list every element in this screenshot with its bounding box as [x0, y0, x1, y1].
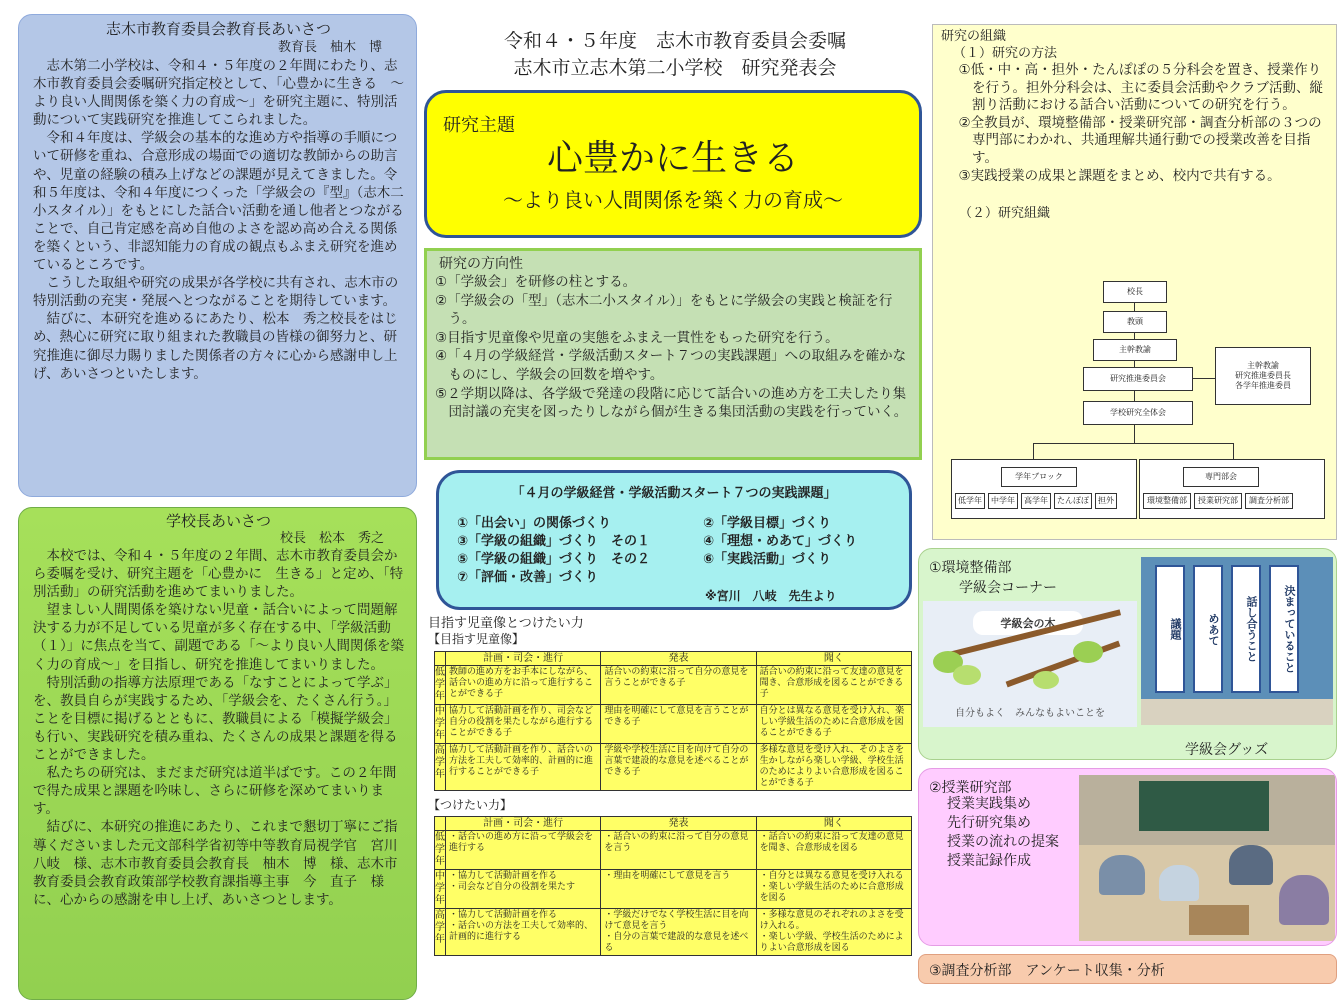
grade-cell: 高学年: [435, 909, 446, 956]
superintendent-greeting-body: [33, 57, 404, 383]
table-corner-cell: [435, 817, 446, 831]
seven-tasks-right-column: [703, 515, 857, 569]
table-cell: 話合いの約束に沿って自分の意見を言うことができる子: [601, 666, 756, 705]
org-block-item: 低学年: [955, 493, 985, 509]
superintendent-greeting-title: 志木市教育委員会教育長あいさつ: [105, 20, 331, 38]
table-cell: 教師の進め方をお手本にしながら、話合いの進め方に沿って進行することができる子: [446, 666, 601, 705]
seven-task-item: ④「理想・めあて」づくり: [703, 534, 858, 549]
seven-tasks-box: [436, 470, 912, 610]
table-cell: ・話合いの進め方に沿って学級会を進行する: [446, 831, 601, 870]
seven-task-item: ⑤「学級の組織」づくり その２: [457, 552, 651, 567]
student-shape: [1159, 865, 1199, 901]
target-table1-wrap: [434, 651, 912, 791]
student-shape: [1279, 875, 1329, 925]
lesson-title: ②授業研究部: [929, 780, 1012, 796]
grade-cell: 中学年: [435, 870, 446, 909]
table-cell: 協力して活動計画を作り、司会など自分の役割を果たしながら進行することができる子: [446, 705, 601, 744]
class-meeting-goods-photo: [1141, 557, 1333, 725]
table-cell: 話合いの約束に沿って友達の意見を聞き、合意形成を図ることができる子: [756, 666, 911, 705]
table-row: [435, 909, 912, 956]
student-shape: [1229, 845, 1273, 885]
org-line-right: [1233, 443, 1234, 459]
theme-main: 心豊かに生きる: [546, 138, 799, 179]
table-header-cell: 聞く: [756, 652, 911, 666]
greeting-paragraph: こうした取組や研究の成果が各学校に共有され、志木市の特別活動の充実・発展へとつながることを期待しています。: [33, 275, 399, 310]
direction-item: ⑤２学期以降は、各学級で発達の段階に応じて話合いの進め方を工夫したり集団討議の充実を図ったりしながら個が生きる集団活動の実践を行っていく。: [435, 385, 908, 421]
superintendent-signer: 教育長 柚木 博: [277, 40, 382, 55]
table-cell: 学級や学校生活に目を向けて自分の言葉で建設的な意見を述べることができる子: [601, 744, 756, 791]
table-row: [435, 705, 912, 744]
header-line2: 志木市立志木第二小学校 研究発表会: [513, 57, 837, 79]
table-cell: 自分とは異なる意見を受け入れ、楽しい学級生活のために合意形成を図ることができる子: [756, 705, 911, 744]
seven-tasks-credit: ※宮川 八岐 先生より: [705, 589, 837, 603]
table-cell: 協力して活動計画を作り、話合いの方法を工夫して効率的、計画的に進行することができる子: [446, 744, 601, 791]
table-row: [435, 870, 912, 909]
org-line-left: [1033, 443, 1034, 459]
table-header-cell: 計画・司会・進行: [446, 817, 601, 831]
greeting-paragraph: 本校では、令和４・５年度の２年間、志木市教育委員会から委嘱を受け、研究主題を「心豊かに 生きる」と定め、「特別活動」の研究活動を進めてまいりました。: [33, 548, 404, 601]
research-direction-box: [424, 248, 922, 460]
org-node-all: 学校研究全体会: [1083, 401, 1193, 425]
env-title: ①環境整備部: [929, 560, 1012, 576]
target-child-image-table: [434, 651, 912, 791]
org-node-vice: 教頭: [1103, 311, 1167, 333]
lesson-item: 先行研究集め: [947, 815, 1031, 831]
table-header-cell: 聞く: [756, 817, 911, 831]
seven-task-item: ②「学級目標」づくり: [703, 516, 832, 531]
principal-greeting-title: 学校長あいさつ: [165, 512, 271, 530]
table-header-row: [435, 652, 912, 666]
poster-strip: 話し合うこと: [1231, 565, 1261, 693]
table-corner-cell: [435, 652, 446, 666]
theme-subtitle: ～より良い人間関係を築く力の育成～: [503, 188, 843, 212]
table-cell: ・学級だけでなく学校生活に目を向けて意見を言う ・自分の言葉で建設的な意見を述べる: [601, 909, 756, 956]
branch-shape: [1006, 641, 1121, 688]
lesson-item: 授業実践集め: [947, 796, 1031, 812]
target-section: [428, 616, 912, 1008]
org-node-block: 学年ブロック: [1001, 467, 1077, 487]
table-cell: 理由を明確にして意見を言うことができる子: [601, 705, 756, 744]
direction-list: [435, 273, 911, 422]
direction-title: 研究の方向性: [439, 256, 523, 272]
header-line1: 令和４・５年度 志木市教育委員会委嘱: [503, 30, 846, 52]
board-bottom-text: 自分もよく みんなもよいことを: [955, 708, 1105, 719]
poster-strip: 議題: [1155, 565, 1185, 693]
seven-task-item: ⑦「評価・改善」づくり: [457, 570, 599, 585]
grade-cell: 高学年: [435, 744, 446, 791]
org-node-committee: 研究推進委員会: [1083, 367, 1193, 391]
table-cell: ・協力して活動計画を作る ・司会など自分の役割を果たす: [446, 870, 601, 909]
org-node-dept: 専門部会: [1183, 467, 1259, 487]
org-block-item: たんぽぽ: [1054, 493, 1092, 509]
lesson-list: [947, 795, 1059, 871]
seven-task-item: ①「出会い」の関係づくり: [457, 516, 612, 531]
table-cell: ・多様な意見のそれぞれのよさを受け入れる。 ・楽しい学級、学校生活のためによりよい合意形成を図る: [756, 909, 911, 956]
target-skills-table: [434, 816, 912, 956]
lesson-item: 授業の流れの提案: [947, 834, 1059, 850]
leaf-shape: [953, 665, 981, 685]
table-header-cell: 発表: [601, 817, 756, 831]
survey-title: ③調査分析部 アンケート収集・分析: [929, 963, 1165, 979]
blackboard-shape: [1139, 781, 1269, 831]
principal-signer: 校長 松本 秀之: [279, 531, 384, 546]
direction-item: ②「学級会の「型」（志木二小スタイル）」をもとに学級会の実践と検証を行う。: [435, 292, 893, 328]
class-meeting-board-photo: [923, 601, 1137, 727]
greeting-paragraph: 特別活動の指導方法原理である「なすことによって学ぶ」を、教員自らが実践するため、「学級会を、たくさん行う。」ことを目標に掲げるとともに、教職員による「模擬学級会」も行い、実践研究を積み重ね、たくさんの成果と課題を得ることができました。: [33, 674, 398, 764]
greeting-paragraph: 志木第二小学校は、令和４・５年度の２年間にわたり、志木市教育委員会委嘱研究指定校として、「心豊かに生きる ～より良い人間関係を築く力の育成～」を研究主題に、特別活動について実践研究を推進してこられました。: [33, 58, 404, 129]
table-row: [435, 744, 912, 791]
greeting-paragraph: 令和４年度は、学級会の基本的な進め方や指導の手順について研修を重ね、合意形成の場面での適切な教師からの助言や、児童の経験の積み上げなどの課題が見えてきました。令和５年度は、令和４年度につくった「学級会の『型』（志木二小スタイル）」をもとにした話合い活動を通し他者とつながることで、自己肯定感を高め自他のよさを認め高め合える関係を築くという、非認知能力の育成の観点もふまえ研究を進めているところです。: [33, 130, 404, 274]
desk-shape: [1189, 905, 1249, 935]
org-node-principal: 校長: [1103, 281, 1167, 303]
org-method-item: ①低・中・高・担外・たんぽぽの５分科会を置き、授業作りを行う。担外分科会は、主に委員会活動やクラブ活動、縦割り活動における話合い活動についての研究を行う。: [958, 62, 1324, 114]
org-block-item: 担外: [1095, 493, 1117, 509]
greeting-paragraph: 私たちの研究は、まだまだ研究は道半ばです。この２年間で得た成果と課題を吟味し、さらに研修を深めてまいります。: [33, 765, 397, 818]
org-node-side: 主幹教諭 研究推進委員長 各学年推進委員: [1215, 347, 1311, 405]
student-shape: [1099, 855, 1145, 895]
target-table2-wrap: [434, 816, 912, 956]
environment-dept-box: [918, 548, 1337, 760]
research-theme-box: [424, 90, 922, 238]
seven-tasks-title: 「４月の学級経営・学級活動スタート７つの実践課題」: [511, 486, 837, 501]
principal-greeting-body: [33, 547, 411, 909]
seven-task-item: ③「学級の組織」づくり その１: [457, 534, 651, 549]
greeting-paragraph: 望ましい人間関係を築けない児童・話合いによって問題解決する力が不足している児童が多く存在する中、「学級活動（１）」に焦点を当て、副題である「～より良い人間関係を築く力の育成～」を目指し、研究を推進してまいりました。: [33, 602, 404, 673]
greeting-paragraph: 結びに、本研究の推進にあたり、これまで懇切丁寧にご指導くださいました元文部科学省初等中等教育局視学官 宮川 八岐 様、志木市教育委員会教育長 柚木 博 様、志木市教育委員会教育政策部学校教育課指導主事 今 直子 様に、心からの感謝を申し上げ、あいさつとします。: [33, 819, 411, 908]
target-subtitle2: 【つけたい力】: [428, 798, 513, 812]
seven-task-item: ⑥「実践活動」づくり: [703, 552, 832, 567]
table-row: [435, 831, 912, 870]
table-header-cell: 発表: [601, 652, 756, 666]
org-block-item: 高学年: [1021, 493, 1051, 509]
lesson-dept-box: [918, 768, 1337, 946]
event-header: [430, 28, 920, 82]
table-cell: ・協力して活動計画を作る ・話合いの方法を工夫して効率的、計画的に進行する: [446, 909, 601, 956]
grade-cell: 低学年: [435, 666, 446, 705]
direction-item: ①「学級会」を研修の柱とする。: [435, 274, 637, 290]
table-cell: ・話合いの約束に沿って自分の意見を言う: [601, 831, 756, 870]
target-subtitle1: 【目指す児童像】: [428, 632, 525, 646]
org-dept-item: 環境整備部: [1143, 493, 1191, 509]
direction-item: ③目指す児童像や児童の実態をふまえ一貫性をもった研究を行う。: [435, 329, 839, 346]
org-dept-items: [1143, 493, 1293, 509]
org-line-branch: [1033, 443, 1233, 444]
grade-cell: 低学年: [435, 831, 446, 870]
org-dept-item: 調査分析部: [1245, 493, 1293, 509]
board-title: 学級会の木: [973, 611, 1083, 635]
env-caption: 学級会グッズ: [1185, 742, 1269, 758]
target-title: 目指す児童像とつけたい力: [428, 616, 584, 631]
grade-cell: 中学年: [435, 705, 446, 744]
table-cell: ・理由を明確にして意見を言う: [601, 870, 756, 909]
principal-greeting-box: [18, 507, 417, 1000]
org-method-item: ③実践授業の成果と課題をまとめ、校内で共有する。: [958, 167, 1281, 184]
direction-item: ④「４月の学級経営・学級活動スタート７つの実践課題」への取組みを確かなものにし、学級会の回数を増やす。: [435, 348, 907, 383]
org-method-item: ②全教員が、環境整備部・授業研究部・調査分析部の３つの専門部にわかれ、共通理解共通行動での授業改善を目指す。: [958, 114, 1322, 166]
theme-label: 研究主題: [443, 115, 515, 136]
org-chart-title: （２）研究組織: [959, 206, 1051, 222]
table-cell: 多様な意見を受け入れ、そのよさを生かしながら楽しい学級、学校生活のためによりよい合意形成を図ることができる子: [756, 744, 911, 791]
table-header-cell: 計画・司会・進行: [446, 652, 601, 666]
org-block-items: [955, 493, 1117, 509]
org-title: 研究の組織: [941, 29, 1007, 44]
org-line-down: [1134, 425, 1135, 443]
superintendent-greeting-box: [18, 14, 417, 497]
seven-tasks-left-column: [457, 515, 650, 587]
org-block-item: 中学年: [988, 493, 1018, 509]
research-organization-box: [932, 24, 1337, 540]
lesson-item: 授業記録作成: [947, 853, 1031, 869]
table-cell: ・話合いの約束に沿って友達の意見を聞き、合意形成を図る: [756, 831, 911, 870]
poster-strip: 決まっていること: [1269, 565, 1299, 693]
org-dept-item: 授業研究部: [1194, 493, 1242, 509]
leaf-shape: [1033, 671, 1059, 689]
org-node-chief: 主幹教諭: [1093, 339, 1177, 361]
org-chart: [933, 25, 1337, 540]
table-cell: ・自分とは異なる意見を受け入れる ・楽しい学級生活のために合意形成を図る: [756, 870, 911, 909]
table-header-row: [435, 817, 912, 831]
wall-base: [1141, 699, 1333, 725]
table-row: [435, 666, 912, 705]
classroom-photo: [1079, 775, 1335, 941]
survey-dept-box: [918, 954, 1337, 984]
greeting-paragraph: 結びに、本研究を進めるにあたり、松本 秀之校長をはじめ、熱心に研究に取り組まれた教職員の皆様の御努力と、研究推進に御尽力賜りました関係者の方々に心から感謝申し上げ、あいさつといたします。: [33, 311, 398, 382]
poster-strip: めあて: [1193, 565, 1223, 693]
poster-strips: [1155, 565, 1299, 693]
org-method-title: （１）研究の方法: [953, 46, 1058, 61]
leaf-shape: [1073, 641, 1103, 663]
env-subtitle: 学級会コーナー: [959, 580, 1057, 596]
